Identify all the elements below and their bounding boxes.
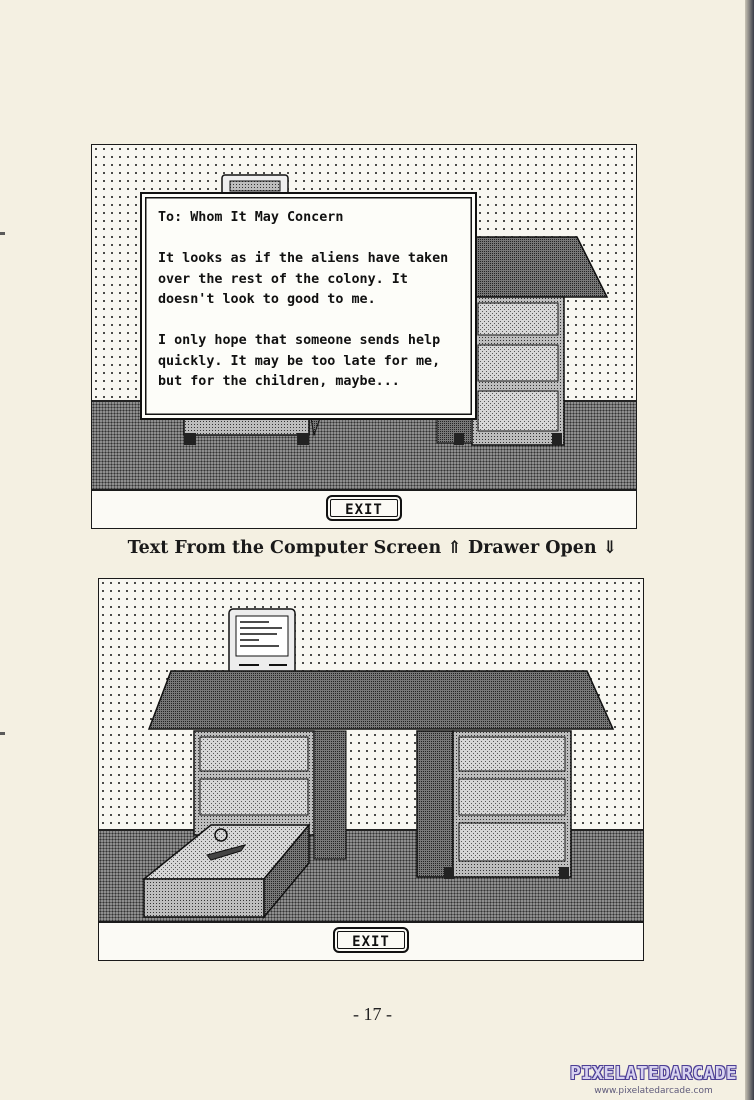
open-drawer [144, 825, 309, 917]
binding-mark [0, 232, 5, 235]
message-dialog [140, 192, 477, 420]
binding-mark [0, 732, 5, 735]
bottom-bar [99, 923, 643, 960]
desk-top [149, 671, 613, 729]
message-text: To: Whom It May Concern It looks as if the aliens have taken over the rest of the colony. It doesn't look to good to me. I only hope that someone sends help quickly. It may be too late for me, but for the children, maybe... [158, 210, 449, 389]
drawer-open-panel [98, 578, 644, 961]
watermark-url: www.pixelatedarcade.com [594, 1086, 713, 1096]
exit-button[interactable]: EXIT [333, 927, 409, 953]
watermark-logo: PIXELATEDARCADE [569, 1063, 738, 1084]
desk-scene-bottom [99, 579, 643, 960]
figure-caption: Text From the Computer Screen ⇑ Drawer Open ⇓ [127, 538, 618, 558]
page-edge [745, 0, 754, 1100]
bottom-bar [92, 491, 636, 528]
computer-screen-panel [91, 144, 637, 529]
page-number: - 17 - [353, 1004, 392, 1024]
exit-button[interactable]: EXIT [326, 495, 402, 521]
